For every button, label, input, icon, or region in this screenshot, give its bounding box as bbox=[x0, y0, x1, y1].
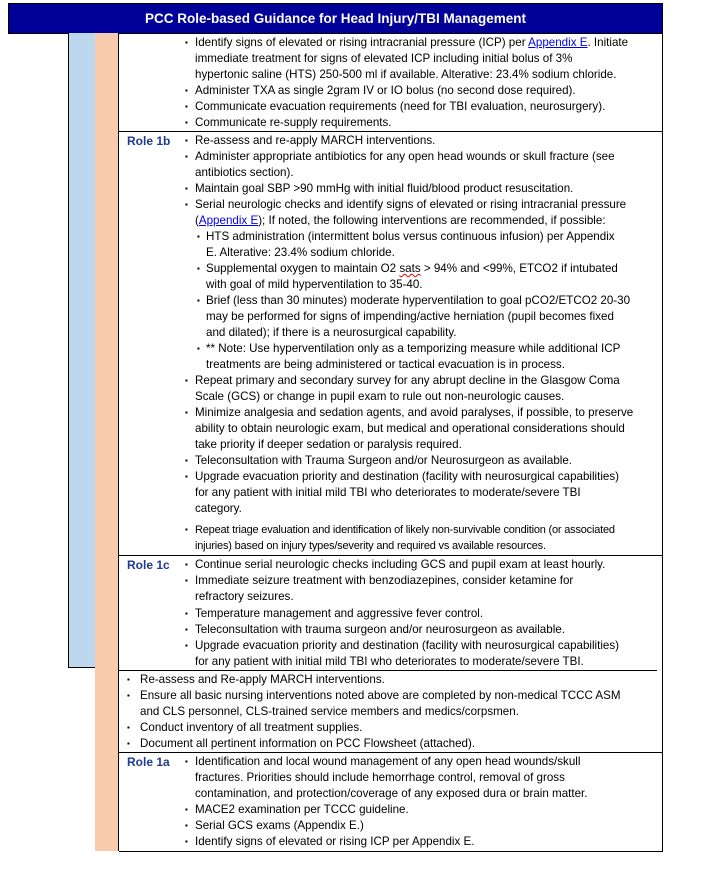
list-item-cont: antibiotics section). bbox=[195, 166, 294, 179]
list-item: Administer TXA as single 2gram IV or IO bolus (no second dose required). bbox=[195, 84, 576, 97]
list-item: Teleconsultation with Trauma Surgeon and/or Neurosurgeon as available. bbox=[195, 454, 573, 467]
sub-bullet-icon: ▪ bbox=[197, 296, 200, 305]
bullet-icon: ▪ bbox=[185, 576, 188, 585]
list-item: Temperature management and aggressive fever control. bbox=[195, 607, 484, 620]
list-item-cont: fractures. Priorities should include hemorrhage control, removal of gross bbox=[195, 771, 565, 784]
bullet-icon: ▪ bbox=[185, 118, 188, 127]
bullet-icon: ▪ bbox=[185, 136, 188, 145]
list-item: Conduct inventory of all treatment supplies. bbox=[140, 721, 363, 734]
bullet-icon: ▪ bbox=[185, 560, 188, 569]
sub-list-item-cont: and dilated); if there is a neurosurgical capability. bbox=[206, 326, 457, 339]
row-role-1c bbox=[119, 555, 662, 670]
list-item: Repeat triage evaluation and identification of likely non-survivable condition (or associated bbox=[195, 524, 615, 536]
bullet-icon: ▪ bbox=[185, 152, 188, 161]
list-item-cont: contamination, and protection/coverage of any exposed dura or brain matter. bbox=[195, 787, 588, 800]
list-item-cont: hypertonic saline (HTS) 250-500 ml if available. Alterative: 23.4% sodium chloride. bbox=[195, 68, 617, 81]
bullet-icon: ▪ bbox=[127, 739, 130, 748]
bullet-icon: ▪ bbox=[185, 641, 188, 650]
sub-list-item: ** Note: Use hyperventilation only as a temporizing measure while additional ICP bbox=[206, 342, 621, 355]
role-label-1a: Role 1a bbox=[127, 755, 170, 769]
list-item: Minimize analgesia and sedation agents, and avoid paralyses, if possible, to preserve bbox=[195, 406, 634, 419]
sub-list-item-cont: with goal of mild hyperventilation to 35-40. bbox=[206, 278, 423, 291]
list-item: MACE2 examination per TCCC guideline. bbox=[195, 803, 409, 816]
list-item: Administer appropriate antibiotics for any open head wounds or skull fracture (see bbox=[195, 150, 615, 163]
list-item-cont: category. bbox=[195, 502, 242, 515]
bullet-icon: ▪ bbox=[185, 184, 188, 193]
list-item: Document all pertinent information on PCC Flowsheet (attached). bbox=[140, 737, 476, 750]
list-item: Identification and local wound management of any open head wounds/skull bbox=[195, 755, 581, 768]
row-role-1a bbox=[119, 752, 662, 851]
bullet-icon: ▪ bbox=[185, 200, 188, 209]
bullet-icon: ▪ bbox=[185, 837, 188, 846]
list-item: Repeat primary and secondary survey for any abrupt decline in the Glasgow Coma bbox=[195, 374, 620, 387]
bullet-icon: ▪ bbox=[185, 625, 188, 634]
list-item: Communicate evacuation requirements (need for TBI evaluation, neurosurgery). bbox=[195, 100, 606, 113]
row-role-1b bbox=[119, 131, 662, 556]
appendix-e-link[interactable]: Appendix E bbox=[198, 214, 259, 227]
list-item: Continue serial neurologic checks including GCS and pupil exam at least hourly. bbox=[195, 558, 606, 571]
peach-phase-column bbox=[95, 33, 119, 851]
bullet-icon: ▪ bbox=[185, 456, 188, 465]
sub-list-item: Brief (less than 30 minutes) moderate hyperventilation to goal pCO2/ETCO2 20-30 bbox=[206, 294, 631, 307]
bullet-icon: ▪ bbox=[127, 675, 130, 684]
bullet-icon: ▪ bbox=[185, 86, 188, 95]
list-item-cont: for any patient with initial mild TBI who deteriorates to moderate/severe TBI bbox=[195, 486, 581, 499]
sub-bullet-icon: ▪ bbox=[197, 232, 200, 241]
list-item: Communicate re-supply requirements. bbox=[195, 116, 392, 129]
list-item-cont: (Appendix E); If noted, the following interventions are recommended, if possible: bbox=[195, 214, 606, 227]
bullet-icon: ▪ bbox=[127, 691, 130, 700]
sub-bullet-icon: ▪ bbox=[197, 344, 200, 353]
bullet-icon: ▪ bbox=[185, 472, 188, 481]
appendix-e-link[interactable]: Appendix E bbox=[528, 36, 588, 49]
list-item-cont: for any patient with initial mild TBI who deteriorates to moderate/severe TBI. bbox=[195, 655, 584, 668]
list-item-cont: Scale (GCS) or change in pupil exam to rule out non-neurologic causes. bbox=[195, 390, 565, 403]
bullet-icon: ▪ bbox=[185, 757, 188, 766]
list-item: Identify signs of elevated or rising ICP per Appendix E. bbox=[195, 835, 475, 848]
list-item: Teleconsultation with trauma surgeon and/or neurosurgeon as available. bbox=[195, 623, 565, 636]
list-item: Re-assess and re-apply MARCH interventions. bbox=[195, 134, 436, 147]
list-item-cont: ability to obtain neurologic exam, but medical and operational considerations should bbox=[195, 422, 625, 435]
bullet-icon: ▪ bbox=[127, 723, 130, 732]
list-item: Re-assess and Re-apply MARCH interventions. bbox=[140, 673, 385, 686]
list-item-cont: take priority if deeper sedation or paralysis required. bbox=[195, 438, 462, 451]
sub-list-item: HTS administration (intermittent bolus versus continuous infusion) per Appendix bbox=[206, 230, 615, 243]
sub-list-item: Supplemental oxygen to maintain O2 sats > 94% and <99%, ETCO2 if intubated bbox=[206, 262, 618, 275]
sub-list-item-cont: may be performed for signs of impending/active herniation (pupil becomes fixed bbox=[206, 310, 614, 323]
list-item: Ensure all basic nursing interventions noted above are completed by non-medical TCCC ASM bbox=[140, 689, 621, 702]
bullet-icon: ▪ bbox=[185, 805, 188, 814]
list-item: Immediate seizure treatment with benzodiazepines, consider ketamine for bbox=[195, 574, 574, 587]
row-continuation bbox=[119, 33, 662, 131]
list-item: Serial neurologic checks and identify signs of elevated or rising intracranial pressure bbox=[195, 198, 627, 211]
role-label-1c: Role 1c bbox=[127, 558, 170, 572]
list-item: Upgrade evacuation priority and destination (facility with neurosurgical capabilities) bbox=[195, 639, 620, 652]
list-item: Serial GCS exams (Appendix E.) bbox=[195, 819, 364, 832]
bullet-icon: ▪ bbox=[185, 38, 188, 47]
row-general bbox=[119, 671, 662, 752]
sub-list-item-cont: treatments are being administered or tactical evacuation is in process. bbox=[206, 358, 565, 371]
bullet-icon: ▪ bbox=[185, 376, 188, 385]
spellcheck-word: sats bbox=[399, 262, 421, 275]
sub-list-item-cont: E. Alterative: 23.4% sodium chloride. bbox=[206, 246, 395, 259]
list-item-cont: refractory seizures. bbox=[195, 590, 294, 603]
guidance-table bbox=[119, 33, 663, 852]
list-item-cont: immediate treatment for signs of elevated ICP including initial bolus of 3% bbox=[195, 52, 573, 65]
list-item: Upgrade evacuation priority and destination (facility with neurosurgical capabilities) bbox=[195, 470, 620, 483]
list-item-cont: and CLS personnel, CLS-trained service members and medics/corpsmen. bbox=[140, 705, 519, 718]
bullet-icon: ▪ bbox=[185, 408, 188, 417]
page-title: PCC Role-based Guidance for Head Injury/TBI Management bbox=[8, 3, 663, 34]
bullet-icon: ▪ bbox=[185, 102, 188, 111]
bullet-icon: ▪ bbox=[185, 821, 188, 830]
bullet-icon: ▪ bbox=[185, 525, 188, 534]
list-item-cont: injuries) based on injury types/severity and required vs available resources. bbox=[195, 540, 546, 552]
role-label-1b: Role 1b bbox=[127, 134, 171, 148]
blue-phase-column bbox=[68, 33, 96, 668]
bullet-icon: ▪ bbox=[185, 609, 188, 618]
list-item: Identify signs of elevated or rising intracranial pressure (ICP) per Appendix E. Initiate bbox=[195, 36, 629, 49]
sub-bullet-icon: ▪ bbox=[197, 264, 200, 273]
list-item: Maintain goal SBP >90 mmHg with initial fluid/blood product resuscitation. bbox=[195, 182, 574, 195]
